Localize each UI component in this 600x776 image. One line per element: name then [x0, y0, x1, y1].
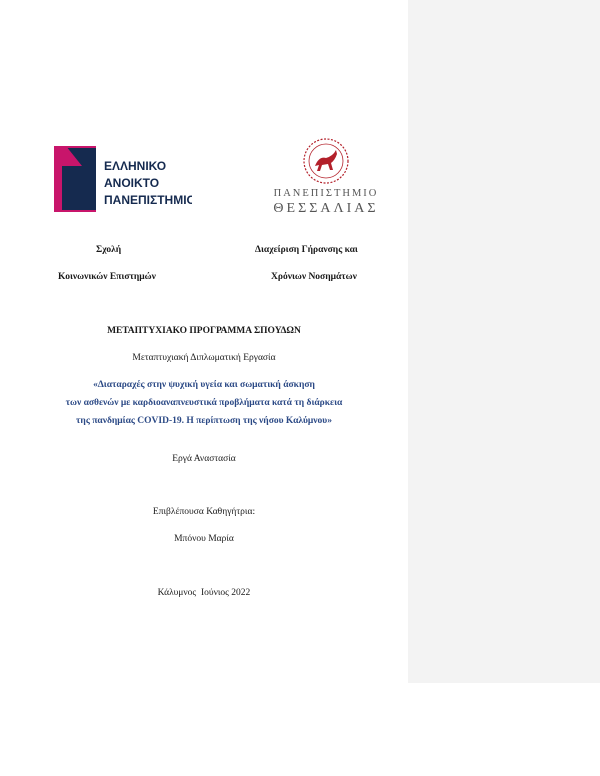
program-heading: ΜΕΤΑΠΤΥΧΙΑΚΟ ΠΡΟΓΡΑΜΜΑ ΣΠΟΥΔΩΝ: [107, 326, 301, 336]
eap-line1: ΕΛΛΗΝΙΚΟ: [104, 159, 167, 173]
uth-emblem-icon: [289, 136, 363, 186]
hellenic-open-university-logo: [52, 144, 192, 216]
place-date: Κάλυμνος Ιούνιος 2022: [157, 588, 251, 598]
supervisor-name: Μπόνου Μαρία: [174, 534, 234, 544]
school-label: Σχολή: [96, 245, 122, 255]
author-name: Εργά Αναστασία: [172, 454, 236, 464]
eap-line2: ΑΝΟΙΚΤΟ: [104, 176, 160, 190]
program-name-line2: Χρόνιων Νοσημάτων: [271, 272, 357, 282]
uth-line2: ΘΕΣΣΑΛΙΑΣ: [273, 201, 379, 216]
uth-line1: ΠΑΝΕΠΙΣΤΗΜΙΟ: [273, 188, 379, 199]
supervisor-label: Επιβλέπουσα Καθηγήτρια:: [152, 507, 256, 517]
school-name: Κοινωνικών Επιστημών: [58, 272, 156, 282]
comments-pane: [408, 0, 600, 683]
thesis-type: Μεταπτυχιακή Διπλωματική Εργασία: [132, 353, 276, 363]
eap-line3: ΠΑΝΕΠΙΣΤΗΜΙΟ: [104, 193, 192, 207]
university-of-thessaly-logo: [270, 136, 382, 220]
thesis-title-line2: των ασθενών με καρδιοαναπνευστικά προβλήματα κατά τη διάρκεια: [65, 398, 343, 408]
program-name-line1: Διαχείριση Γήρανσης και: [255, 245, 358, 255]
thesis-title-line1: «Διαταραχές στην ψυχική υγεία και σωματική άσκηση: [93, 380, 315, 390]
thesis-title-line3: της πανδημίας COVID-19. Η περίπτωση της νήσου Καλύμνου»: [76, 416, 332, 426]
